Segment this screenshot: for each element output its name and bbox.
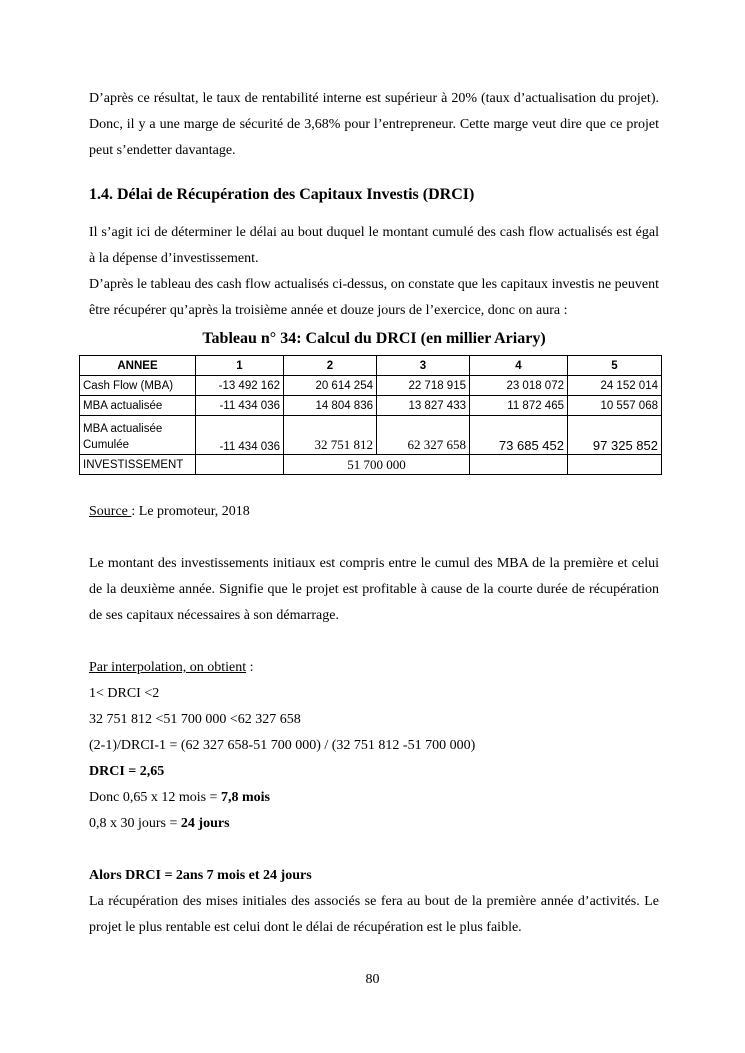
table-cell: -11 434 036 bbox=[196, 396, 284, 416]
comment-paragraph: Le montant des investissements initiaux est compris entre le cumul des MBA de la première et celui de la deuxième année. Signifie que le projet est profitable à cause de la courte durée de récupération de ses capitaux nécessaires à son démarrage. bbox=[89, 556, 659, 623]
table-cell: 22 718 915 bbox=[377, 376, 470, 396]
row-label: MBA actualisée bbox=[80, 396, 196, 416]
table-cell: 23 018 072 bbox=[470, 376, 568, 396]
source-text: : Le promoteur, 2018 bbox=[131, 504, 250, 519]
drci-result: DRCI = 2,65 bbox=[89, 764, 165, 779]
days-line bbox=[89, 811, 659, 837]
interpolation-title: Par interpolation, on obtient bbox=[89, 660, 247, 675]
interpolation-line-3: (2-1)/DRCI-1 = (62 327 658-51 700 000) / (32 751 812 -51 700 000) bbox=[89, 738, 476, 753]
intro-paragraph: D’après ce résultat, le taux de rentabilité interne est supérieur à 20% (taux d’actualisation du projet). Donc, il y a une marge de sécurité de 3,68% pour l’entrepreneur. Cette marge veut dire que ce projet peut s’endetter davantage. bbox=[89, 91, 659, 158]
table-cell: 20 614 254 bbox=[284, 376, 377, 396]
section-paragraph-2: D’après le tableau des cash flow actualisés ci-dessus, on constate que les capitaux investis ne peuvent être récupérer qu’après la troisième année et douze jours de l’exercice, donc on aura : bbox=[89, 277, 659, 318]
table-cell: 11 872 465 bbox=[470, 396, 568, 416]
investment-value: 51 700 000 bbox=[284, 455, 470, 475]
row-label: INVESTISSEMENT bbox=[80, 455, 196, 475]
table-cell: 97 325 852 bbox=[568, 416, 662, 455]
table-row bbox=[80, 416, 662, 455]
table-cell: -11 434 036 bbox=[196, 416, 284, 455]
interpolation-line-2: 32 751 812 <51 700 000 <62 327 658 bbox=[89, 712, 301, 727]
table-cell: 32 751 812 bbox=[284, 416, 377, 455]
header-cell: 5 bbox=[568, 356, 662, 376]
document-page bbox=[83, 86, 659, 941]
table-cell: 14 804 836 bbox=[284, 396, 377, 416]
months-value: 7,8 mois bbox=[220, 790, 270, 805]
table-cell: 73 685 452 bbox=[470, 416, 568, 455]
table-cell: 13 827 433 bbox=[377, 396, 470, 416]
table-row bbox=[80, 376, 662, 396]
drci-table bbox=[79, 355, 662, 475]
conclusion-text: La récupération des mises initiales des associés se fera au bout de la première année d’activités. Le projet le plus rentable est celui dont le délai de récupération est le plus faible. bbox=[89, 894, 659, 935]
table-row-investment bbox=[80, 455, 662, 475]
table-header-row bbox=[80, 356, 662, 376]
table-cell-empty bbox=[470, 455, 568, 475]
table-row bbox=[80, 396, 662, 416]
interpolation-title-suffix: : bbox=[246, 660, 254, 675]
row-label: MBA actualisée Cumulée bbox=[80, 416, 196, 455]
row-label: Cash Flow (MBA) bbox=[80, 376, 196, 396]
section-heading: 1.4. Délai de Récupération des Capitaux Investis (DRCI) bbox=[89, 186, 475, 203]
table-cell: 24 152 014 bbox=[568, 376, 662, 396]
page-number: 80 bbox=[365, 972, 380, 987]
months-prefix: Donc 0,65 x 12 mois = bbox=[89, 790, 221, 805]
table-caption: Tableau n° 34: Calcul du DRCI (en millier Ariary) bbox=[202, 330, 546, 347]
header-cell: 3 bbox=[377, 356, 470, 376]
table-cell: 10 557 068 bbox=[568, 396, 662, 416]
source-line bbox=[89, 499, 659, 525]
section-paragraph-1: Il s’agit ici de déterminer le délai au bout duquel le montant cumulé des cash flow actualisés est égal à la dépense d’investissement. bbox=[89, 225, 659, 266]
header-cell: 2 bbox=[284, 356, 377, 376]
days-value: 24 jours bbox=[180, 816, 230, 831]
table-cell-empty bbox=[196, 455, 284, 475]
source-label: Source bbox=[89, 504, 132, 519]
table-cell: 62 327 658 bbox=[377, 416, 470, 455]
interpolation-title-line bbox=[89, 655, 659, 681]
table-cell-empty bbox=[568, 455, 662, 475]
days-prefix: 0,8 x 30 jours = bbox=[89, 816, 181, 831]
interpolation-line-1: 1< DRCI <2 bbox=[89, 686, 160, 701]
table-cell: -13 492 162 bbox=[196, 376, 284, 396]
header-cell: ANNEE bbox=[80, 356, 196, 376]
months-line bbox=[89, 785, 659, 811]
header-cell: 4 bbox=[470, 356, 568, 376]
header-cell: 1 bbox=[196, 356, 284, 376]
conclusion-title: Alors DRCI = 2ans 7 mois et 24 jours bbox=[89, 868, 312, 883]
